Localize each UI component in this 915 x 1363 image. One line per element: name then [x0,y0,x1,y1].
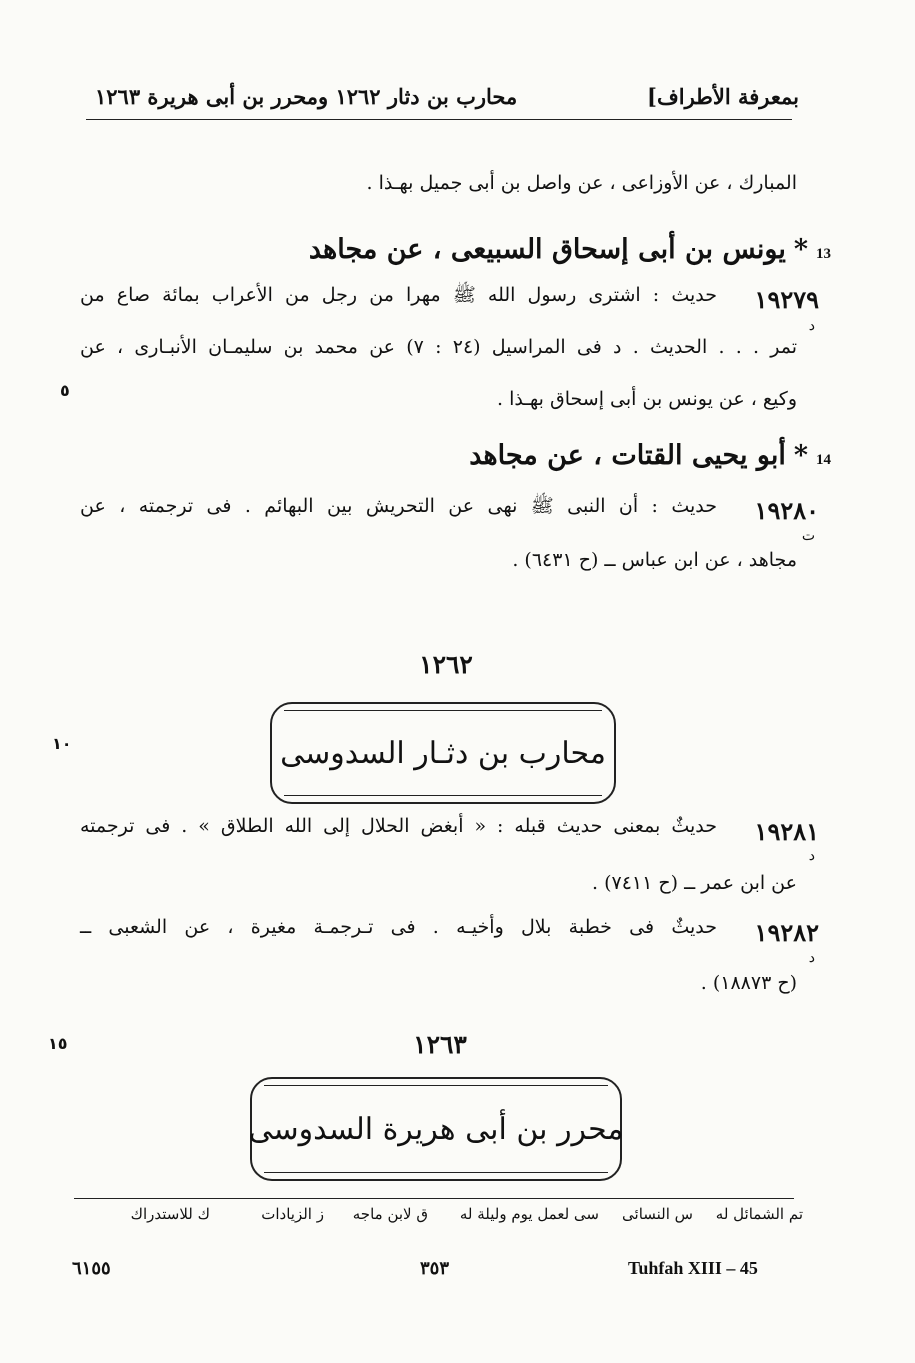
key-item: سى لعمل يوم وليلة له [459,1205,599,1223]
key-item: تم الشمائل له [715,1205,803,1223]
entry-siglum: د [808,848,815,864]
section-name-box-1263: محرر بن أبى هريرة السدوسى [250,1077,622,1181]
entry-number-19282: ١٩٢٨٢ [754,918,819,947]
line-number-15: ١٥ [48,1034,68,1053]
key-item: ك للاستدراك [130,1205,210,1223]
line-number-10: ١٠ [52,734,72,753]
entry-line: حديث : أن النبى ﷺ نهى عن التحريش بين البهائم . فى ترجمته ، عن [80,495,717,517]
entry-line: عن ابن عمر ــ (ح ٧٤١١) . [592,872,797,894]
entry-siglum: ت [801,528,815,544]
section-number-1263: ١٢٦٣ [413,1030,467,1059]
footer-rule [74,1198,794,1199]
entry-line: (ح ١٨٨٧٣) . [700,972,797,994]
star-marker: * [793,440,808,471]
section-number-1262: ١٢٦٢ [419,650,473,679]
entry-number-19279: ١٩٢٧٩ [754,285,819,314]
entry-line: حديثٌ بمعنى حديث قبله : « أبغض الحلال إلى الله الطلاق » . فى ترجمته [80,815,717,837]
entry-line: مجاهد ، عن ابن عباس ــ (ح ٦٤٣١) . [512,549,797,571]
book-title-header: بمعرفة الأطراف] [647,84,799,109]
section-names-header: محارب بن دثار ١٢٦٢ ومحرر بن أبى هريرة ١٢٦٣ [95,84,518,109]
print-label: Tuhfah XIII – 45 [628,1258,758,1278]
subheading-text: أبو يحيى القتات ، عن مجاهد [469,440,786,471]
entry-line: وكيع ، عن يونس بن أبى إسحاق بهـذا . [497,388,797,410]
continuation-line: المبارك ، عن الأوزاعى ، عن واصل بن أبى جميل بهـذا . [366,172,797,194]
subheading-13 [309,234,831,265]
entry-number-19281: ١٩٢٨١ [754,817,819,846]
entry-number-19280: ١٩٢٨٠ [754,496,819,525]
subheading-14 [469,440,831,471]
entry-siglum: د [808,318,815,334]
line-number-5: ٥ [60,381,70,400]
subheading-text: يونس بن أبى إسحاق السبيعى ، عن مجاهد [308,234,786,265]
entry-line: حديثٌ فى خطبة بلال وأخيـه . فى تـرجمـة مغيرة ، عن الشعبى ــ [80,916,717,938]
section-name-box-1262: محارب بن دثـار السدوسى [270,702,616,804]
subheading-number: 14 [816,452,831,468]
subheading-number: 13 [816,246,831,262]
key-item: ق لابن ماجه [352,1205,428,1223]
star-marker: * [793,234,808,265]
key-item: س النسائى [622,1205,693,1223]
page-number: ٣٥٣ [420,1258,450,1279]
key-item: ز الزيادات [261,1205,324,1223]
entry-line: تمر . . . الحديث . د فى المراسيل (٢٤ : ٧) عن محمد بن سليمـان الأنبـارى ، عن [80,336,797,358]
entry-siglum: د [808,950,815,966]
header-rule [86,119,792,120]
entry-line: حديث : اشترى رسول الله ﷺ مهرا من رجل من الأعراب بمائة صاع من [80,284,717,306]
printer-signature: ٦١٥٥ [72,1258,111,1279]
